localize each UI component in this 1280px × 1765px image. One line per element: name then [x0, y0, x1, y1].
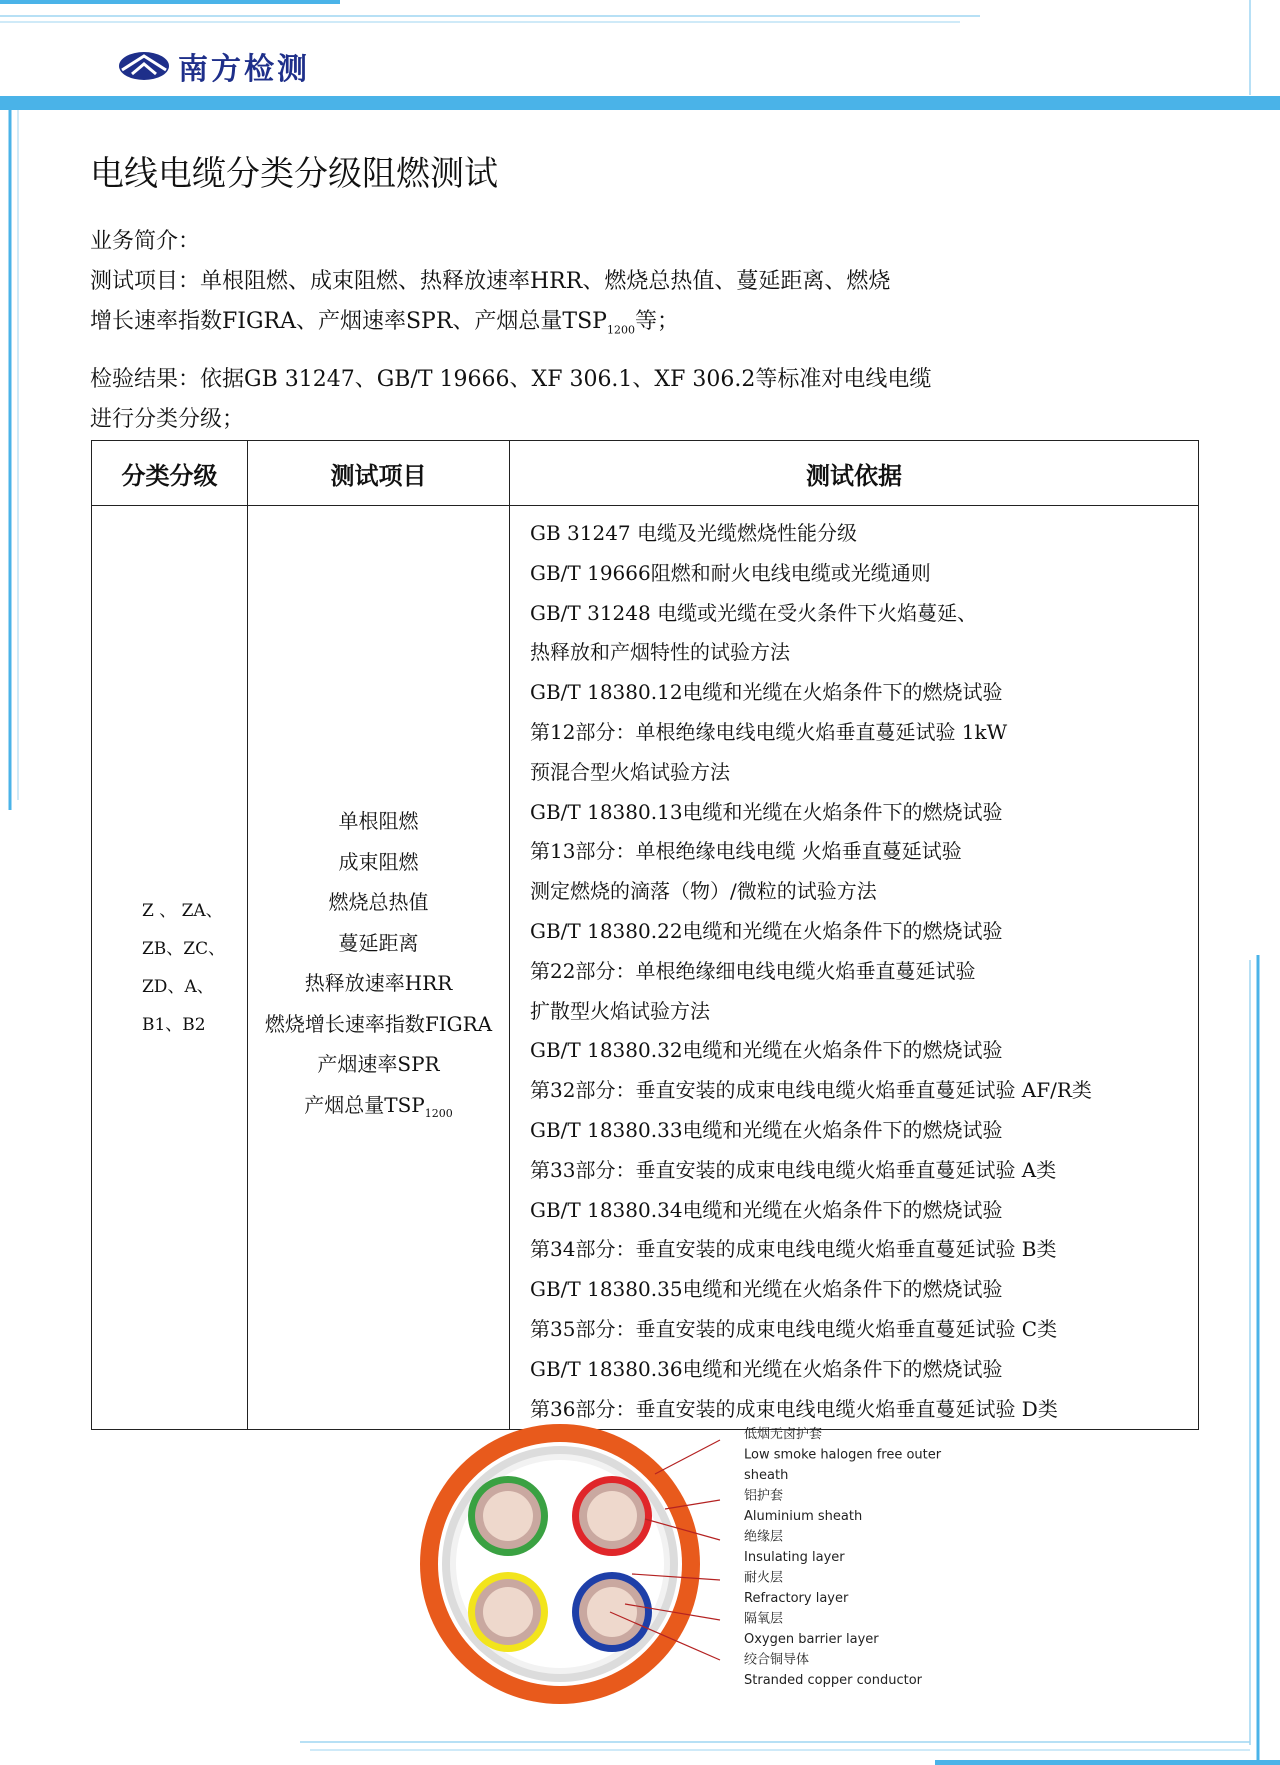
diagram-label: Insulating layer: [744, 1550, 845, 1565]
test-basis-line: 第33部分：垂直安装的成束电线电缆火焰垂直蔓延试验 A类: [530, 1157, 1057, 1182]
test-basis-line: 第35部分：垂直安装的成束电线电缆火焰垂直蔓延试验 C类: [530, 1316, 1058, 1341]
classification-item: Z 、 ZA、: [142, 900, 223, 921]
test-basis-line: GB/T 31248 电缆或光缆在受火条件下火焰蔓延、: [530, 600, 978, 625]
test-basis-line: 第36部分：垂直安装的成束电线电缆火焰垂直蔓延试验 D类: [530, 1396, 1058, 1421]
diagram-label: sheath: [744, 1468, 789, 1483]
test-basis-line: GB/T 18380.22电缆和光缆在火焰条件下的燃烧试验: [530, 918, 1003, 943]
header-test-items: 测试项目: [248, 441, 510, 506]
test-basis-line: GB/T 18380.13电缆和光缆在火焰条件下的燃烧试验: [530, 799, 1003, 824]
cable-cross-section: [420, 1424, 700, 1704]
test-basis-line: 测定燃烧的滴落（物）/微粒的试验方法: [530, 879, 877, 904]
table-header-row: [92, 441, 1199, 506]
diagram-label: Low smoke halogen free outer: [744, 1447, 942, 1463]
classification-item: ZD、A、: [142, 976, 214, 997]
diagram-label: 绝缘层: [744, 1529, 784, 1545]
test-basis-line: GB/T 19666阻燃和耐火电线电缆或光缆通则: [530, 560, 931, 585]
table-row: [92, 506, 1199, 1430]
test-item: 成束阻燃: [338, 849, 419, 874]
test-basis-line: GB 31247 电缆及光缆燃烧性能分级: [530, 521, 858, 545]
test-basis-line: 第13部分：单根绝缘电线电缆 火焰垂直蔓延试验: [530, 839, 962, 864]
test-item: 蔓延距离: [338, 930, 419, 955]
test-basis-line: 第12部分：单根绝缘电线电缆火焰垂直蔓延试验 1kW: [530, 719, 1008, 744]
test-basis-line: GB/T 18380.36电缆和光缆在火焰条件下的燃烧试验: [530, 1356, 1003, 1381]
test-basis-list: [510, 506, 1198, 1429]
test-basis-line: 热释放和产烟特性的试验方法: [530, 640, 790, 665]
test-basis-line: GB/T 18380.33电缆和光缆在火焰条件下的燃烧试验: [530, 1117, 1003, 1142]
classification-list: [92, 892, 247, 1044]
diagram-label: 耐火层: [744, 1570, 784, 1586]
tsp-subscript: 1200: [424, 1106, 453, 1120]
test-basis-line: 预混合型火焰试验方法: [530, 759, 730, 784]
test-basis-line: GB/T 18380.32电缆和光缆在火焰条件下的燃烧试验: [530, 1038, 1003, 1063]
diagram-label: 铝护套: [744, 1488, 784, 1504]
intro-section: [90, 222, 931, 440]
test-items-list: [248, 801, 509, 1085]
cable-structure-diagram: [420, 1424, 960, 1704]
test-item: 单根阻燃: [338, 809, 419, 834]
diagram-label: 低烟无卤护套: [744, 1427, 823, 1442]
test-basis-cell: [510, 506, 1199, 1430]
header-test-basis: 测试依据: [510, 441, 1199, 506]
result-line1: 检验结果：依据GB 31247、GB/T 19666、XF 306.1、XF 306.2等标准对电线电缆: [90, 367, 932, 393]
test-item: 燃烧增长速率指数FIGRA: [264, 1011, 493, 1036]
diagram-label: Aluminium sheath: [744, 1509, 863, 1524]
header-classification: 分类分级: [92, 441, 248, 506]
intro-heading: 业务简介：: [90, 229, 201, 254]
test-item: 燃烧总热值: [328, 890, 429, 915]
test-basis-line: GB/T 18380.34电缆和光缆在火焰条件下的燃烧试验: [530, 1197, 1003, 1222]
test-basis-line: GB/T 18380.12电缆和光缆在火焰条件下的燃烧试验: [530, 680, 1003, 705]
tsp-subscript: 1200: [606, 323, 635, 337]
diagram-label: Oxygen barrier layer: [744, 1632, 879, 1647]
test-items-line1: 测试项目：单根阻燃、成束阻燃、热释放速率HRR、燃烧总热值、蔓延距离、燃烧: [90, 269, 891, 294]
diagram-label: 隔氧层: [744, 1611, 784, 1627]
test-basis-line: 第34部分：垂直安装的成束电线电缆火焰垂直蔓延试验 B类: [530, 1237, 1057, 1262]
test-item: 热释放速率HRR: [304, 971, 453, 996]
test-items-line2: [90, 302, 931, 350]
classification-item: B1、B2: [142, 1014, 206, 1035]
page-title: 电线电缆分类分级阻燃测试: [90, 154, 498, 194]
brand-emblem-icon: [118, 51, 170, 81]
test-basis-line: GB/T 18380.35电缆和光缆在火焰条件下的燃烧试验: [530, 1277, 1003, 1302]
test-item: 产烟速率SPR: [317, 1052, 440, 1077]
test-item-tsp: 产烟总量TSP: [304, 1092, 425, 1117]
classification-cell: [92, 506, 248, 1430]
test-basis-line: 第32部分：垂直安装的成束电线电缆火焰垂直蔓延试验 AF/R类: [530, 1078, 1092, 1103]
test-basis-line: 扩散型火焰试验方法: [530, 998, 710, 1023]
diagram-label: Refractory layer: [744, 1591, 849, 1606]
test-items-cell: [248, 506, 510, 1430]
test-basis-line: 第22部分：单根绝缘细电线电缆火焰垂直蔓延试验: [530, 958, 976, 983]
result-line2: 进行分类分级；: [90, 407, 245, 433]
diagram-label: 绞合铜导体: [744, 1652, 810, 1668]
test-item-last: [248, 1085, 509, 1135]
diagram-labels: [744, 1426, 942, 1688]
classification-table: [91, 440, 1199, 1430]
test-items-line2-end: 等；: [634, 309, 679, 334]
test-items-line2-main: 增长速率指数FIGRA、产烟速率SPR、产烟总量TSP: [90, 309, 607, 334]
brand-name: 南方检测: [178, 52, 310, 87]
classification-item: ZB、ZC、: [142, 938, 226, 959]
diagram-label: Stranded copper conductor: [744, 1673, 922, 1688]
brand-logo: [118, 44, 310, 88]
